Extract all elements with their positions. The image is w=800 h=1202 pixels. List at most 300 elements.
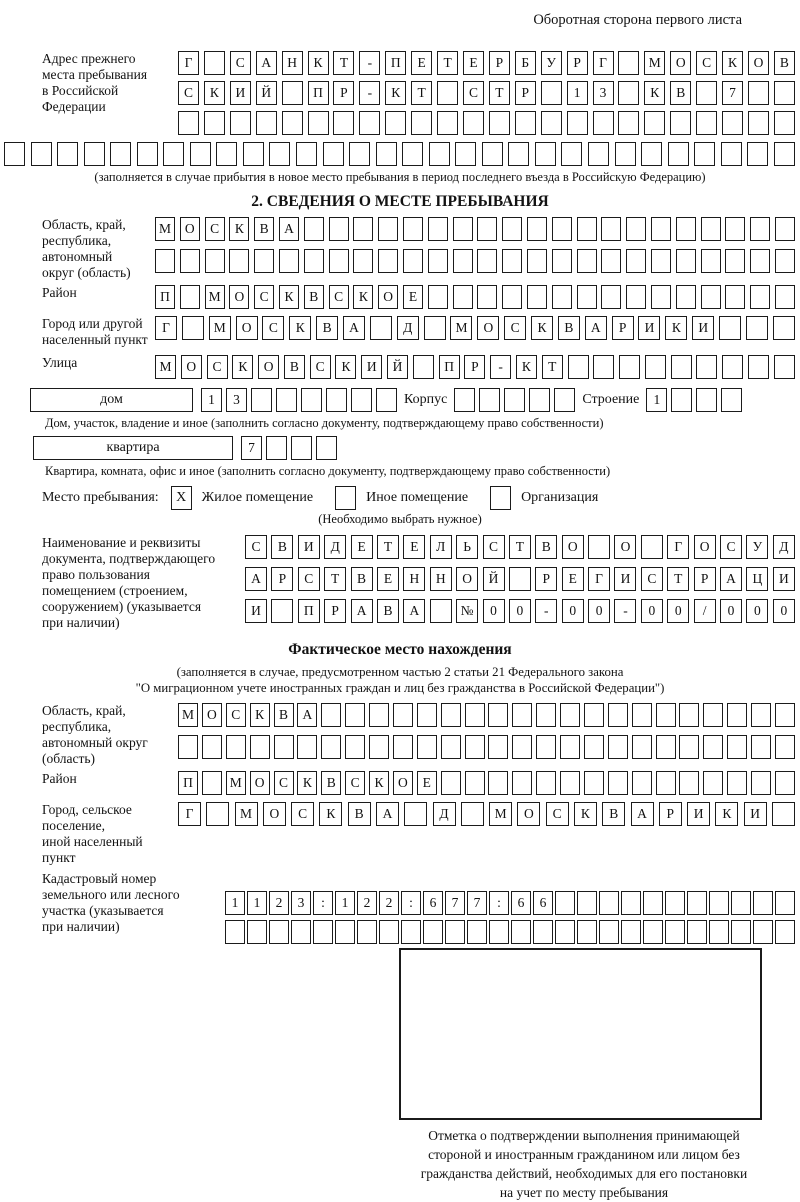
document-row-2 [245,567,795,591]
prev-address-row-2 [178,81,795,105]
char-box [376,142,397,166]
char-box [588,142,609,166]
char-box: Р [612,316,634,340]
char-box: 0 [773,599,795,623]
char-box [527,285,547,309]
char-box: О [180,217,200,241]
char-box: 6 [511,891,531,915]
char-box: В [348,802,371,826]
char-box: С [245,535,267,559]
char-box [370,316,392,340]
char-box [775,249,795,273]
char-box: 3 [226,388,247,412]
district-label: Район [42,285,77,300]
char-box [333,111,354,135]
char-box [489,920,509,944]
char-box [554,388,575,412]
prev-address-row-4 [4,142,795,166]
char-box [725,285,745,309]
char-box [593,111,614,135]
char-box: 2 [357,891,377,915]
char-box: 3 [593,81,614,105]
stay-option-organization-label: Организация [521,490,599,505]
char-box: Е [403,285,423,309]
char-box [665,920,685,944]
char-box [4,142,25,166]
city-grid [155,316,795,340]
char-box: Ь [456,535,478,559]
char-box [349,142,370,166]
char-box [687,891,707,915]
region-row-2 [155,249,795,273]
char-box: 7 [241,436,262,460]
char-box: И [692,316,714,340]
char-box [353,249,373,273]
document-label-line: сооружением) (указывается [42,599,202,614]
char-box [477,285,497,309]
char-box: Р [333,81,354,105]
char-box: К [319,802,342,826]
char-box [345,735,365,759]
char-box [304,249,324,273]
char-box: Т [333,51,354,75]
char-box [560,771,580,795]
char-box [676,285,696,309]
char-box: Р [271,567,293,591]
char-box [274,735,294,759]
char-box [593,355,614,379]
char-box [703,771,723,795]
char-box: М [155,217,175,241]
actual-region-label [0,703,178,767]
char-box: К [531,316,553,340]
actual-region-label-line: Область, край, [42,703,126,718]
char-box: М [644,51,665,75]
document-label-line: Наименование и реквизиты [42,535,201,550]
char-box: А [376,802,399,826]
char-box: 0 [562,599,584,623]
char-box: 0 [483,599,505,623]
char-box: 0 [746,599,768,623]
char-box [269,920,289,944]
char-box [641,535,663,559]
char-box [679,771,699,795]
char-box [424,316,446,340]
char-box: О [694,535,716,559]
char-box: 0 [667,599,689,623]
char-box [110,142,131,166]
actual-district-block [0,771,800,795]
char-box: И [638,316,660,340]
char-box: Т [411,81,432,105]
char-box [308,111,329,135]
document-label-line: право пользования [42,567,150,582]
char-box [229,249,249,273]
char-box: Т [324,567,346,591]
char-box [461,802,484,826]
char-box [467,920,487,944]
stay-option-residential-label: Жилое помещение [201,490,314,505]
char-box [488,735,508,759]
char-box: К [229,217,249,241]
char-box [751,703,771,727]
char-box [369,735,389,759]
char-box: М [450,316,472,340]
char-box [502,285,522,309]
district-block [0,285,800,309]
char-box: Р [659,802,682,826]
prev-address-label-line: Адрес прежнего [42,51,136,66]
char-box: О [236,316,258,340]
char-box: Р [324,599,346,623]
char-box [428,249,448,273]
char-box [313,920,333,944]
char-box [230,111,251,135]
char-box [599,920,619,944]
char-box [753,891,773,915]
char-box: В [321,771,341,795]
apartment-note: Квартира, комната, офис и иное (заполнить согласно документу, подтверждающему право собственности) [45,464,611,478]
document-label [0,535,245,631]
char-box [774,81,795,105]
char-box: О [748,51,769,75]
char-box: А [720,567,742,591]
char-box: А [297,703,317,727]
char-box: А [343,316,365,340]
char-box [477,217,497,241]
char-box: Е [562,567,584,591]
char-box [359,111,380,135]
char-box: С [483,535,505,559]
char-box [316,436,337,460]
char-box [696,388,717,412]
char-box: Р [515,81,536,105]
actual-location-note-line: (заполняется в случае, предусмотренном частью 2 статьи 21 Федерального закона [176,665,624,679]
document-label-line: помещением (строением, [42,583,188,598]
char-box: И [744,802,767,826]
char-box: К [353,285,373,309]
char-box [463,111,484,135]
prev-address-label-line: в Российской [42,83,119,98]
char-box: - [614,599,636,623]
char-box [670,111,691,135]
char-box: А [256,51,277,75]
char-box [621,920,641,944]
char-box: Д [773,535,795,559]
char-box [378,249,398,273]
street-row [155,355,795,379]
char-box [577,217,597,241]
stamp-caption-line: Отметка о подтверждении выполнения принимающей [428,1128,740,1143]
char-box [502,249,522,273]
char-box: И [298,535,320,559]
char-box [727,735,747,759]
char-box [276,388,297,412]
char-box [703,703,723,727]
char-box: Г [178,51,199,75]
char-box [441,703,461,727]
char-box [269,142,290,166]
char-box: В [377,599,399,623]
char-box: Е [411,51,432,75]
char-box [84,142,105,166]
char-box [411,111,432,135]
char-box: М [226,771,246,795]
actual-region-row-2 [178,735,795,759]
char-box [748,111,769,135]
char-box [329,249,349,273]
char-box [535,142,556,166]
stay-option-other-premises-label: Иное помещение [366,490,469,505]
actual-region-row-1 [178,703,795,727]
char-box: С [504,316,526,340]
char-box: Р [464,355,485,379]
char-box [202,735,222,759]
char-box [465,703,485,727]
district-grid [155,285,795,309]
actual-region-label-line: республика, [42,719,112,734]
char-box [725,217,745,241]
char-box [393,703,413,727]
char-box: К [204,81,225,105]
char-box: В [274,703,294,727]
char-box [379,920,399,944]
char-box [429,142,450,166]
char-box [584,735,604,759]
char-box: Д [324,535,346,559]
prev-address-label-line: места пребывания [42,67,148,82]
char-box [608,735,628,759]
house-block [30,388,745,412]
char-box: М [235,802,258,826]
char-box [641,142,662,166]
char-box [353,217,373,241]
char-box [679,735,699,759]
char-box: С [546,802,569,826]
char-box: Й [483,567,505,591]
char-box [577,891,597,915]
char-box [163,142,184,166]
stay-checkbox-residential: X [171,486,192,510]
char-box: 0 [509,599,531,623]
char-box [775,891,795,915]
actual-region-block [0,703,800,767]
char-box [477,249,497,273]
char-box [577,249,597,273]
char-box [413,355,434,379]
char-box [430,599,452,623]
char-box [329,217,349,241]
char-box [403,249,423,273]
char-box: В [254,217,274,241]
char-box: Г [593,51,614,75]
char-box: К [516,355,537,379]
char-box [282,111,303,135]
char-box: К [308,51,329,75]
char-box: Ц [746,567,768,591]
char-box [204,51,225,75]
cadastre-label-line: Кадастровый номер [42,871,157,886]
char-box: С [207,355,228,379]
char-box [601,249,621,273]
char-box [709,920,729,944]
char-box [515,111,536,135]
char-box: : [401,891,421,915]
char-box [748,81,769,105]
char-box: Й [387,355,408,379]
char-box [626,249,646,273]
char-box: Е [463,51,484,75]
char-box: 6 [423,891,443,915]
char-box: П [155,285,175,309]
char-box: И [773,567,795,591]
char-box: О [258,355,279,379]
street-block [0,355,800,379]
char-box [453,217,473,241]
char-box [775,217,795,241]
char-box: О [229,285,249,309]
district-row [155,285,795,309]
char-box: В [535,535,557,559]
char-box: Г [155,316,177,340]
char-box [552,285,572,309]
char-box [632,735,652,759]
char-box: И [245,599,267,623]
char-box [774,142,795,166]
stay-type-label: Место пребывания: [42,490,159,505]
char-box [555,920,575,944]
char-box [541,111,562,135]
char-box [552,249,572,273]
actual-city-label-line: Город, сельское поселение, [42,802,132,833]
char-box: О [562,535,584,559]
cadastre-label-line: участка (указывается [42,903,164,918]
char-box [455,142,476,166]
char-box [178,111,199,135]
char-box [529,388,550,412]
char-box: С [274,771,294,795]
char-box [644,111,665,135]
char-box [722,111,743,135]
char-box: В [351,567,373,591]
char-box [656,771,676,795]
char-box [588,535,610,559]
char-box: Е [403,535,425,559]
char-box [601,217,621,241]
char-box [511,920,531,944]
char-box [178,735,198,759]
char-box [750,285,770,309]
city-label-line: населенный пункт [42,332,148,347]
char-box: 1 [201,388,222,412]
char-box: Е [351,535,373,559]
char-box: 1 [646,388,667,412]
char-box [453,285,473,309]
char-box [345,703,365,727]
char-box [182,316,204,340]
char-box [247,920,267,944]
region-block [0,217,800,281]
stay-type-block [42,486,800,510]
char-box: 1 [225,891,245,915]
char-box [555,891,575,915]
char-box [205,249,225,273]
char-box: 6 [533,891,553,915]
char-box [488,771,508,795]
char-box [417,703,437,727]
prev-address-row-3 [178,111,795,135]
document-block [0,535,800,631]
char-box [651,217,671,241]
char-box [536,735,556,759]
house-box-label: дом [30,388,193,412]
char-box [323,142,344,166]
char-box: О [378,285,398,309]
char-box [254,249,274,273]
char-box [180,249,200,273]
char-box: О [181,355,202,379]
char-box: В [271,535,293,559]
char-box: О [202,703,222,727]
char-box [748,355,769,379]
char-box: К [644,81,665,105]
char-box [378,217,398,241]
house-note: Дом, участок, владение и иное (заполнить согласно документу, подтверждающему право собственности) [45,416,604,430]
char-box [643,891,663,915]
char-box [512,771,532,795]
char-box [619,355,640,379]
char-box: Л [430,535,452,559]
char-box [703,735,723,759]
char-box: : [313,891,333,915]
char-box [701,249,721,273]
stamp-caption-line: на учет по месту пребывания [499,1185,669,1200]
prev-address-label [0,51,178,115]
char-box [404,802,427,826]
char-box: К [369,771,389,795]
char-box [671,355,692,379]
char-box: А [245,567,267,591]
char-box: К [297,771,317,795]
char-box [204,111,225,135]
cadastre-label-line: земельного или лесного [42,887,180,902]
char-box: 2 [379,891,399,915]
char-box [226,735,246,759]
char-box [731,920,751,944]
char-box: Е [417,771,437,795]
cadastre-block [0,871,800,944]
char-box: В [284,355,305,379]
char-box: Р [567,51,588,75]
char-box: С [291,802,314,826]
stroenie-label: Строение [582,392,640,407]
cadastre-row-2 [225,920,795,944]
char-box [256,111,277,135]
char-box [751,735,771,759]
char-box [369,703,389,727]
char-box: Д [433,802,456,826]
char-box: С [254,285,274,309]
char-box [437,81,458,105]
char-box [206,802,229,826]
char-box: Т [489,81,510,105]
char-box: Т [509,535,531,559]
char-box [751,771,771,795]
char-box [155,249,175,273]
char-box: М [209,316,231,340]
char-box: К [574,802,597,826]
char-box [536,771,556,795]
